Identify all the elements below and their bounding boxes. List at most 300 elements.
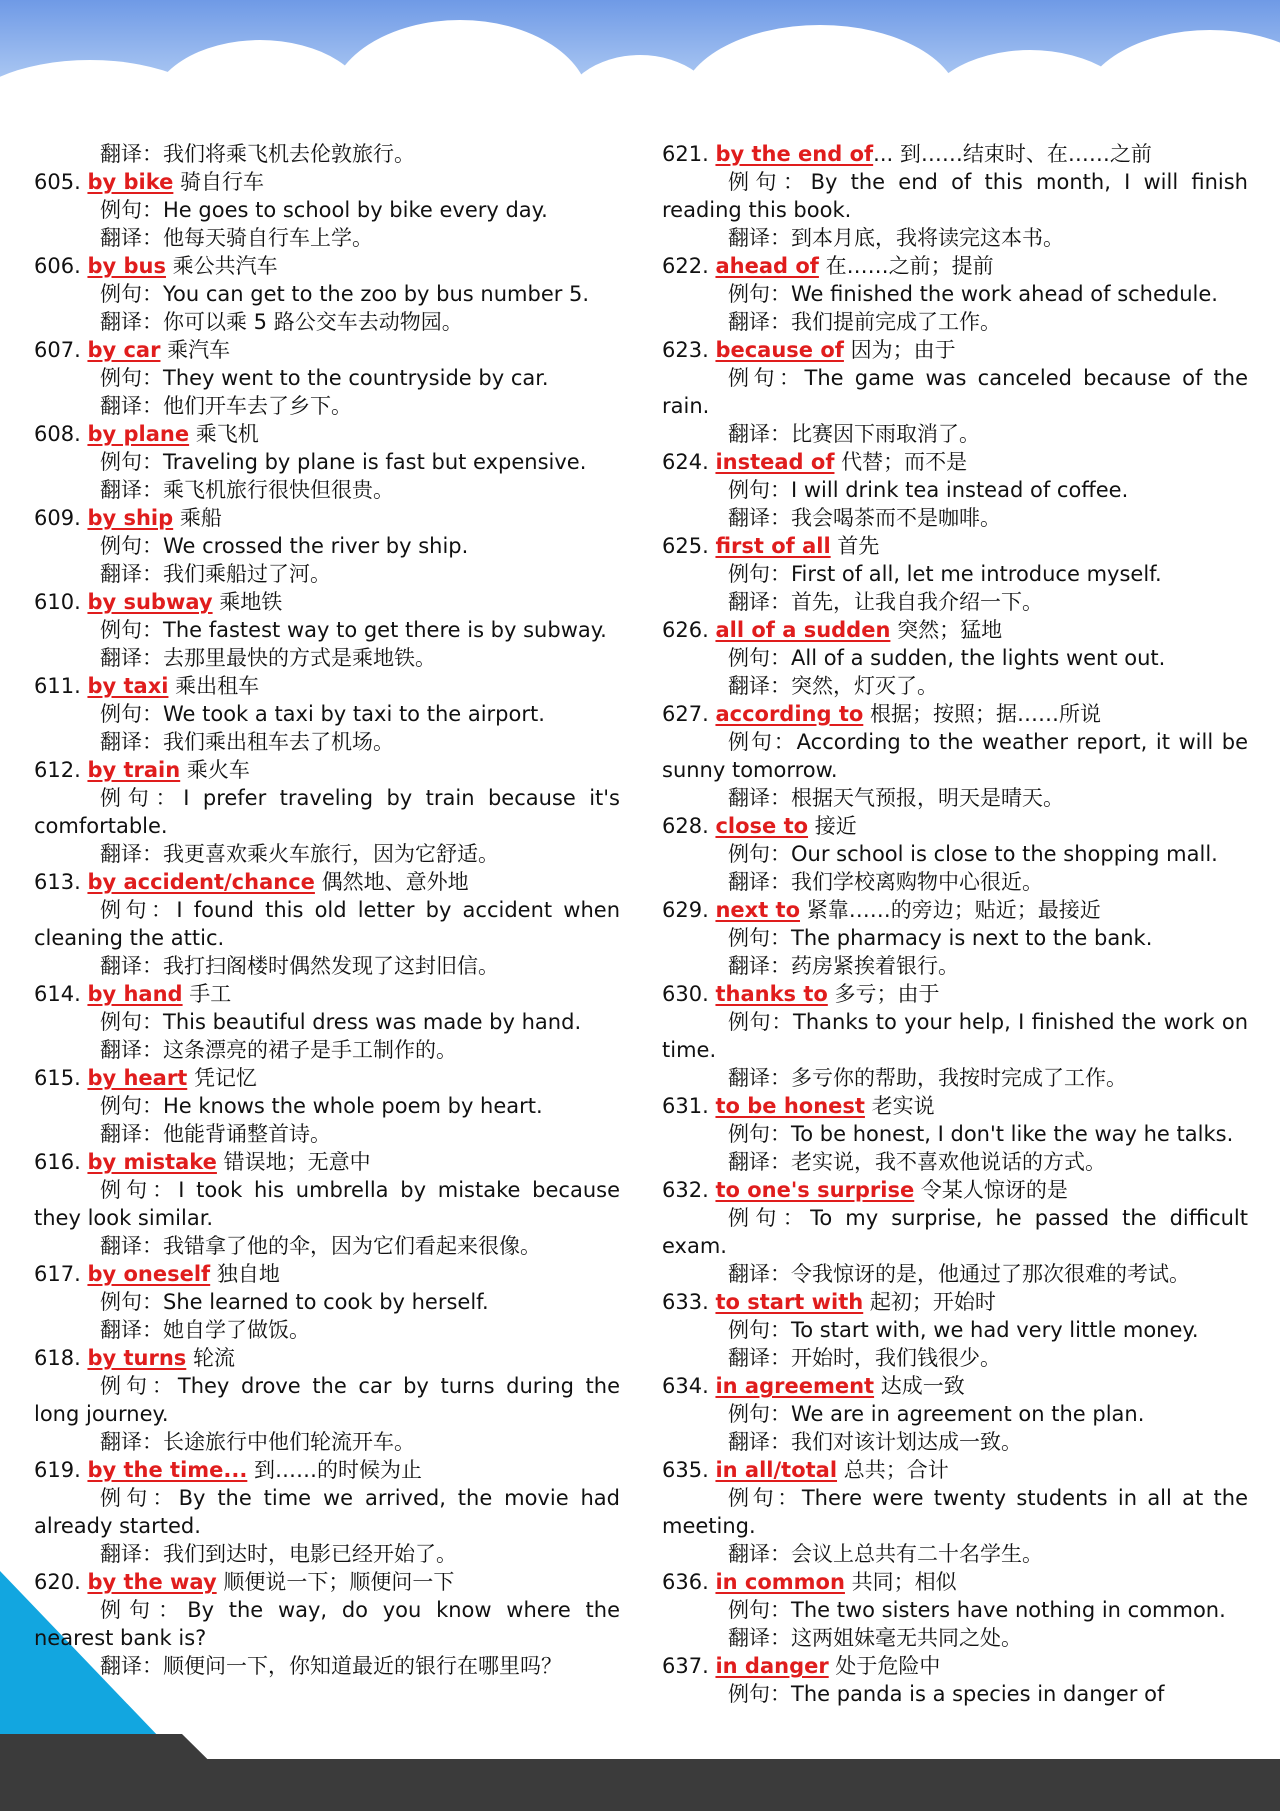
example-sentence (34, 1176, 620, 1232)
translation-label: 翻译： (100, 1122, 163, 1146)
phrase-term: to be honest (715, 1094, 865, 1118)
chinese-meaning: 紧靠……的旁边；贴近；最接近 (806, 898, 1101, 922)
translation-sentence (34, 1316, 620, 1344)
example-sentence (662, 280, 1248, 308)
example-label: 例句： (728, 1122, 791, 1146)
phrase-term: in danger (715, 1654, 829, 1678)
chinese-meaning: 总共；合计 (843, 1458, 949, 1482)
example-label: 例句： (100, 198, 163, 222)
example-sentence (662, 1316, 1248, 1344)
translation-label: 翻译： (728, 1542, 791, 1566)
vocab-entry (34, 1568, 620, 1680)
example-label: 例句： (100, 534, 163, 558)
translation-sentence (34, 952, 620, 980)
entry-number: 615. (34, 1066, 81, 1090)
example-label: 例句： (100, 898, 177, 922)
vocab-entry (662, 1176, 1248, 1288)
example-text: He goes to school by bike every day. (163, 198, 548, 222)
phrase-term: by the way (87, 1570, 217, 1594)
translation-sentence (662, 1064, 1248, 1092)
example-text: I prefer traveling by train because it's comfortable. (34, 786, 621, 838)
vocab-entry (662, 336, 1248, 448)
translation-sentence (34, 1540, 620, 1568)
entry-head (662, 1456, 1248, 1484)
example-label: 例句： (728, 1206, 811, 1230)
translation-text: 令我惊讶的是，他通过了那次很难的考试。 (791, 1262, 1190, 1286)
entry-head (34, 1260, 620, 1288)
translation-label: 翻译： (100, 478, 163, 502)
vocab-entry (662, 1652, 1248, 1708)
example-label: 例句： (728, 1598, 791, 1622)
example-label: 例句： (100, 1374, 178, 1398)
translation-sentence (662, 308, 1248, 336)
entry-number: 635. (662, 1458, 709, 1482)
vocab-entry (34, 1260, 620, 1344)
chinese-meaning: 达成一致 (880, 1374, 965, 1398)
phrase-term: first of all (715, 534, 831, 558)
translation-text: 我更喜欢乘火车旅行，因为它舒适。 (163, 842, 499, 866)
example-sentence (34, 1596, 620, 1652)
translation-label: 翻译： (100, 646, 163, 670)
entry-head (34, 168, 620, 196)
example-sentence (662, 924, 1248, 952)
entry-number: 616. (34, 1150, 81, 1174)
example-sentence (662, 728, 1248, 784)
example-text: The two sisters have nothing in common. (791, 1598, 1226, 1622)
entry-head (34, 420, 620, 448)
translation-text: 顺便问一下，你知道最近的银行在哪里吗？ (163, 1654, 562, 1678)
entry-head (662, 700, 1248, 728)
phrase-term: by car (87, 338, 161, 362)
translation-text: 我会喝茶而不是咖啡。 (791, 506, 1001, 530)
entry-head (34, 868, 620, 896)
translation-text: 你可以乘 5 路公交车去动物园。 (163, 310, 463, 334)
entry-number: 628. (662, 814, 709, 838)
translation-sentence (34, 308, 620, 336)
entry-head (34, 1568, 620, 1596)
translation-sentence (662, 672, 1248, 700)
entry-head (662, 140, 1248, 168)
chinese-meaning: 乘出租车 (175, 674, 260, 698)
example-text: I found this old letter by accident when cleaning the attic. (34, 898, 621, 950)
example-sentence (34, 448, 620, 476)
example-text: Traveling by plane is fast but expensive. (163, 450, 587, 474)
phrase-term: in agreement (715, 1374, 875, 1398)
example-label: 例句： (728, 1010, 793, 1034)
translation-sentence (34, 728, 620, 756)
translation-text: 我们到达时，电影已经开始了。 (163, 1542, 457, 1566)
phrase-term: all of a sudden (715, 618, 891, 642)
example-sentence (34, 700, 620, 728)
term-suffix: ... (873, 142, 894, 166)
entry-number: 636. (662, 1570, 709, 1594)
chinese-meaning: 乘汽车 (167, 338, 231, 362)
entry-number: 607. (34, 338, 81, 362)
vocab-entry (662, 1568, 1248, 1652)
example-sentence (662, 364, 1248, 420)
translation-label: 翻译： (100, 1430, 163, 1454)
example-sentence (34, 784, 620, 840)
chinese-meaning: 乘公共汽车 (172, 254, 278, 278)
translation-label: 翻译： (728, 590, 791, 614)
chinese-meaning: 到……结束时、在……之前 (899, 142, 1152, 166)
phrase-term: next to (715, 898, 801, 922)
entry-head (662, 336, 1248, 364)
entry-number: 625. (662, 534, 709, 558)
entry-number: 621. (662, 142, 709, 166)
translation-text: 去那里最快的方式是乘地铁。 (163, 646, 436, 670)
example-label: 例句： (728, 1318, 791, 1342)
footer-bar-decoration (0, 1759, 1280, 1811)
vocab-entry (662, 980, 1248, 1092)
translation-label: 翻译： (100, 1318, 163, 1342)
translation-text: 她自学了做饭。 (163, 1318, 310, 1342)
phrase-term: thanks to (715, 982, 828, 1006)
translation-text: 开始时，我们钱很少。 (791, 1346, 1001, 1370)
example-sentence (34, 196, 620, 224)
entry-head (34, 756, 620, 784)
entry-head (34, 1456, 620, 1484)
phrase-term: according to (715, 702, 864, 726)
example-sentence (662, 560, 1248, 588)
translation-label: 翻译： (728, 422, 791, 446)
vocab-entry (34, 588, 620, 672)
translation-label: 翻译： (728, 870, 791, 894)
example-sentence (662, 476, 1248, 504)
entry-number: 606. (34, 254, 81, 278)
entry-head (662, 1176, 1248, 1204)
translation-label: 翻译： (100, 562, 163, 586)
translation-label: 翻译： (728, 786, 791, 810)
phrase-term: by taxi (87, 674, 169, 698)
example-label: 例句： (100, 786, 184, 810)
entry-head (662, 980, 1248, 1008)
translation-sentence (662, 1428, 1248, 1456)
translation-label: 翻译： (728, 310, 791, 334)
example-sentence (662, 1400, 1248, 1428)
translation-sentence (34, 1652, 620, 1680)
translation-text: 他们开车去了乡下。 (163, 394, 352, 418)
entry-number: 632. (662, 1178, 709, 1202)
entry-number: 630. (662, 982, 709, 1006)
example-label: 例句： (728, 926, 791, 950)
example-text: By the end of this month, I will finish reading this book. (662, 170, 1248, 222)
example-sentence (34, 1092, 620, 1120)
left-column (34, 140, 620, 1680)
entry-head (662, 616, 1248, 644)
translation-label: 翻译： (728, 1430, 791, 1454)
entry-head (662, 1652, 1248, 1680)
entry-number: 626. (662, 618, 709, 642)
translation-label: 翻译： (100, 1542, 163, 1566)
chinese-meaning: 偶然地、意外地 (321, 870, 469, 894)
example-text: To my surprise, he passed the difficult exam. (662, 1206, 1248, 1258)
vocab-entry (662, 616, 1248, 700)
chinese-meaning: 多亏；由于 (834, 982, 940, 1006)
translation-sentence (34, 560, 620, 588)
translation-sentence (34, 644, 620, 672)
entry-number: 619. (34, 1458, 81, 1482)
phrase-term: by train (87, 758, 181, 782)
phrase-term: ahead of (715, 254, 819, 278)
vocab-entry (662, 140, 1248, 252)
vocab-entry (34, 420, 620, 504)
example-sentence (662, 1484, 1248, 1540)
example-sentence (34, 896, 620, 952)
phrase-term: to one's surprise (715, 1178, 915, 1202)
translation-text: 我打扫阁楼时偶然发现了这封旧信。 (163, 954, 499, 978)
translation-sentence (662, 224, 1248, 252)
chinese-meaning: 突然；猛地 (897, 618, 1003, 642)
vocab-entry (662, 896, 1248, 980)
phrase-term: by mistake (87, 1150, 217, 1174)
translation-label: 翻译： (100, 730, 163, 754)
example-sentence (662, 1204, 1248, 1260)
entry-number: 629. (662, 898, 709, 922)
translation-label: 翻译： (100, 394, 163, 418)
example-label: 例句： (100, 702, 163, 726)
entry-number: 627. (662, 702, 709, 726)
chinese-meaning: 骑自行车 (180, 170, 265, 194)
entry-head (34, 1148, 620, 1176)
translation-sentence (34, 1120, 620, 1148)
vocab-entry (34, 336, 620, 420)
translation-label: 翻译： (100, 1234, 163, 1258)
translation-label: 翻译： (728, 1150, 791, 1174)
example-sentence (34, 1008, 620, 1036)
translation-label: 翻译： (100, 1038, 163, 1062)
phrase-term: by the time... (87, 1458, 248, 1482)
example-text: There were twenty students in all at the meeting. (662, 1486, 1248, 1538)
example-label: 例句： (100, 1094, 163, 1118)
phrase-term: by heart (87, 1066, 188, 1090)
example-text: We took a taxi by taxi to the airport. (163, 702, 545, 726)
translation-sentence (662, 1148, 1248, 1176)
chinese-meaning: 在……之前；提前 (825, 254, 994, 278)
translation-sentence (34, 392, 620, 420)
phrase-term: by hand (87, 982, 183, 1006)
translation-label: 翻译： (100, 226, 163, 250)
example-sentence (34, 280, 620, 308)
phrase-term: by bus (87, 254, 166, 278)
phrase-term: by oneself (87, 1262, 211, 1286)
chinese-meaning: 乘船 (179, 506, 222, 530)
entry-number: 620. (34, 1570, 81, 1594)
translation-label: 翻译： (100, 1654, 163, 1678)
translation-text: 我们提前完成了工作。 (791, 310, 1001, 334)
entry-head (34, 336, 620, 364)
example-label: 例句： (728, 1682, 791, 1706)
vocab-entry (34, 504, 620, 588)
example-label: 例句： (728, 282, 791, 306)
translation-label: 翻译： (728, 1346, 791, 1370)
phrase-term: by plane (87, 422, 190, 446)
example-label: 例句： (728, 170, 811, 194)
example-text: We finished the work ahead of schedule. (791, 282, 1218, 306)
chinese-meaning: 首先 (837, 534, 880, 558)
example-label: 例句： (100, 1598, 188, 1622)
example-text: First of all, let me introduce myself. (791, 562, 1162, 586)
example-label: 例句： (100, 366, 163, 390)
vocab-entry (662, 700, 1248, 812)
translation-text: 我错拿了他的伞，因为它们看起来很像。 (163, 1234, 541, 1258)
example-text: According to the weather report, it will be sunny tomorrow. (662, 730, 1248, 782)
entry-head (34, 672, 620, 700)
example-label: 例句： (728, 366, 805, 390)
entry-head (662, 812, 1248, 840)
chinese-meaning: 乘飞机 (195, 422, 259, 446)
translation-sentence (662, 1260, 1248, 1288)
translation-sentence (34, 224, 620, 252)
entry-head (34, 980, 620, 1008)
example-label: 例句： (728, 478, 791, 502)
vocab-entry (662, 812, 1248, 896)
chinese-meaning: 接近 (814, 814, 857, 838)
entry-number: 609. (34, 506, 81, 530)
example-text: To be honest, I don't like the way he talks. (791, 1122, 1234, 1146)
chinese-meaning: 手工 (189, 982, 232, 1006)
entry-head (34, 1344, 620, 1372)
translation-label: 翻译： (728, 506, 791, 530)
entry-head (662, 1568, 1248, 1596)
example-sentence (34, 532, 620, 560)
example-label: 例句： (100, 1178, 179, 1202)
vocab-entry (34, 1064, 620, 1148)
phrase-term: by subway (87, 590, 213, 614)
vocab-entry (34, 1456, 620, 1568)
example-text: They drove the car by turns during the long journey. (34, 1374, 621, 1426)
vocab-entry (34, 672, 620, 756)
entry-number: 622. (662, 254, 709, 278)
example-text: By the time we arrived, the movie had already started. (34, 1486, 620, 1538)
example-label: 例句： (100, 282, 163, 306)
right-entry-list (662, 140, 1248, 1708)
translation-text: 这两姐妹毫无共同之处。 (791, 1626, 1022, 1650)
example-sentence (662, 1008, 1248, 1064)
example-text: They went to the countryside by car. (163, 366, 549, 390)
example-text: The panda is a species in danger of (791, 1682, 1165, 1706)
entry-head (662, 532, 1248, 560)
vocab-entry (34, 168, 620, 252)
example-text: All of a sudden, the lights went out. (791, 646, 1166, 670)
translation-label: 翻译： (100, 142, 163, 166)
translation-sentence (662, 504, 1248, 532)
chinese-meaning: 令某人惊讶的是 (920, 1178, 1068, 1202)
translation-label: 翻译： (100, 954, 163, 978)
translation-text: 首先，让我自我介绍一下。 (791, 590, 1043, 614)
example-label: 例句： (100, 1290, 163, 1314)
example-text: By the way, do you know where the nearest bank is? (34, 1598, 621, 1650)
chinese-meaning: 轮流 (192, 1346, 235, 1370)
entry-head (34, 588, 620, 616)
example-sentence (34, 616, 620, 644)
phrase-term: close to (715, 814, 809, 838)
entry-head (662, 252, 1248, 280)
translation-sentence (662, 588, 1248, 616)
translation-text: 我们学校离购物中心很近。 (791, 870, 1043, 894)
sky-header-decoration (0, 0, 1280, 130)
example-text: We are in agreement on the plan. (791, 1402, 1145, 1426)
translation-label: 翻译： (728, 1262, 791, 1286)
example-sentence (662, 840, 1248, 868)
vocab-entry (662, 1092, 1248, 1176)
entry-number: 618. (34, 1346, 81, 1370)
example-sentence (662, 644, 1248, 672)
example-text: He knows the whole poem by heart. (163, 1094, 543, 1118)
chinese-meaning: 代替；而不是 (841, 450, 968, 474)
translation-text: 我们乘出租车去了机场。 (163, 730, 394, 754)
translation-sentence (662, 1540, 1248, 1568)
translation-sentence (662, 420, 1248, 448)
example-sentence (34, 364, 620, 392)
vocab-entry (34, 756, 620, 868)
chinese-meaning: 顺便说一下；顺便问一下 (223, 1570, 455, 1594)
example-label: 例句： (728, 646, 791, 670)
translation-label: 翻译： (728, 674, 791, 698)
translation-text: 药房紧挨着银行。 (791, 954, 959, 978)
phrase-term: to start with (715, 1290, 864, 1314)
entry-number: 612. (34, 758, 81, 782)
translation-text: 突然，灯灭了。 (791, 674, 938, 698)
right-column (662, 140, 1248, 1708)
translation-text: 我们乘船过了河。 (163, 562, 331, 586)
example-label: 例句： (728, 1486, 802, 1510)
vocab-entry (34, 1148, 620, 1260)
entry-number: 614. (34, 982, 81, 1006)
example-text: Thanks to your help, I finished the work on time. (662, 1010, 1249, 1062)
translation-sentence (662, 1344, 1248, 1372)
vocab-entry (662, 532, 1248, 616)
chinese-meaning: 共同；相似 (851, 1570, 957, 1594)
translation-sentence (662, 952, 1248, 980)
example-text: Our school is close to the shopping mall. (791, 842, 1218, 866)
example-sentence (662, 1680, 1248, 1708)
translation-text: 他每天骑自行车上学。 (163, 226, 373, 250)
example-text: You can get to the zoo by bus number 5. (163, 282, 590, 306)
example-text: This beautiful dress was made by hand. (163, 1010, 582, 1034)
entry-number: 610. (34, 590, 81, 614)
translation-text: 会议上总共有二十名学生。 (791, 1542, 1043, 1566)
entry-number: 605. (34, 170, 81, 194)
entry-number: 624. (662, 450, 709, 474)
entry-number: 633. (662, 1290, 709, 1314)
translation-label: 翻译： (728, 1626, 791, 1650)
chinese-meaning: 根据；按照；据……所说 (869, 702, 1101, 726)
phrase-term: by the end of (715, 142, 874, 166)
translation-label: 翻译： (100, 310, 163, 334)
translation-sentence (34, 476, 620, 504)
chinese-meaning: 老实说 (871, 1094, 935, 1118)
translation-text: 这条漂亮的裙子是手工制作的。 (163, 1038, 457, 1062)
left-entry-list (34, 168, 620, 1680)
chinese-meaning: 起初；开始时 (869, 1290, 996, 1314)
chinese-meaning: 乘地铁 (219, 590, 283, 614)
phrase-term: by ship (87, 506, 174, 530)
translation-sentence (662, 1624, 1248, 1652)
vocab-entry (34, 1344, 620, 1456)
example-text: I took his umbrella by mistake because they look similar. (34, 1178, 620, 1230)
example-label: 例句： (728, 562, 791, 586)
translation-text: 他能背诵整首诗。 (163, 1122, 331, 1146)
phrase-term: because of (715, 338, 844, 362)
example-sentence (34, 1372, 620, 1428)
phrase-term: instead of (715, 450, 835, 474)
vocab-entry (662, 1456, 1248, 1568)
entry-number: 631. (662, 1094, 709, 1118)
translation-sentence (662, 868, 1248, 896)
example-label: 例句： (728, 842, 791, 866)
example-label: 例句： (728, 1402, 791, 1426)
